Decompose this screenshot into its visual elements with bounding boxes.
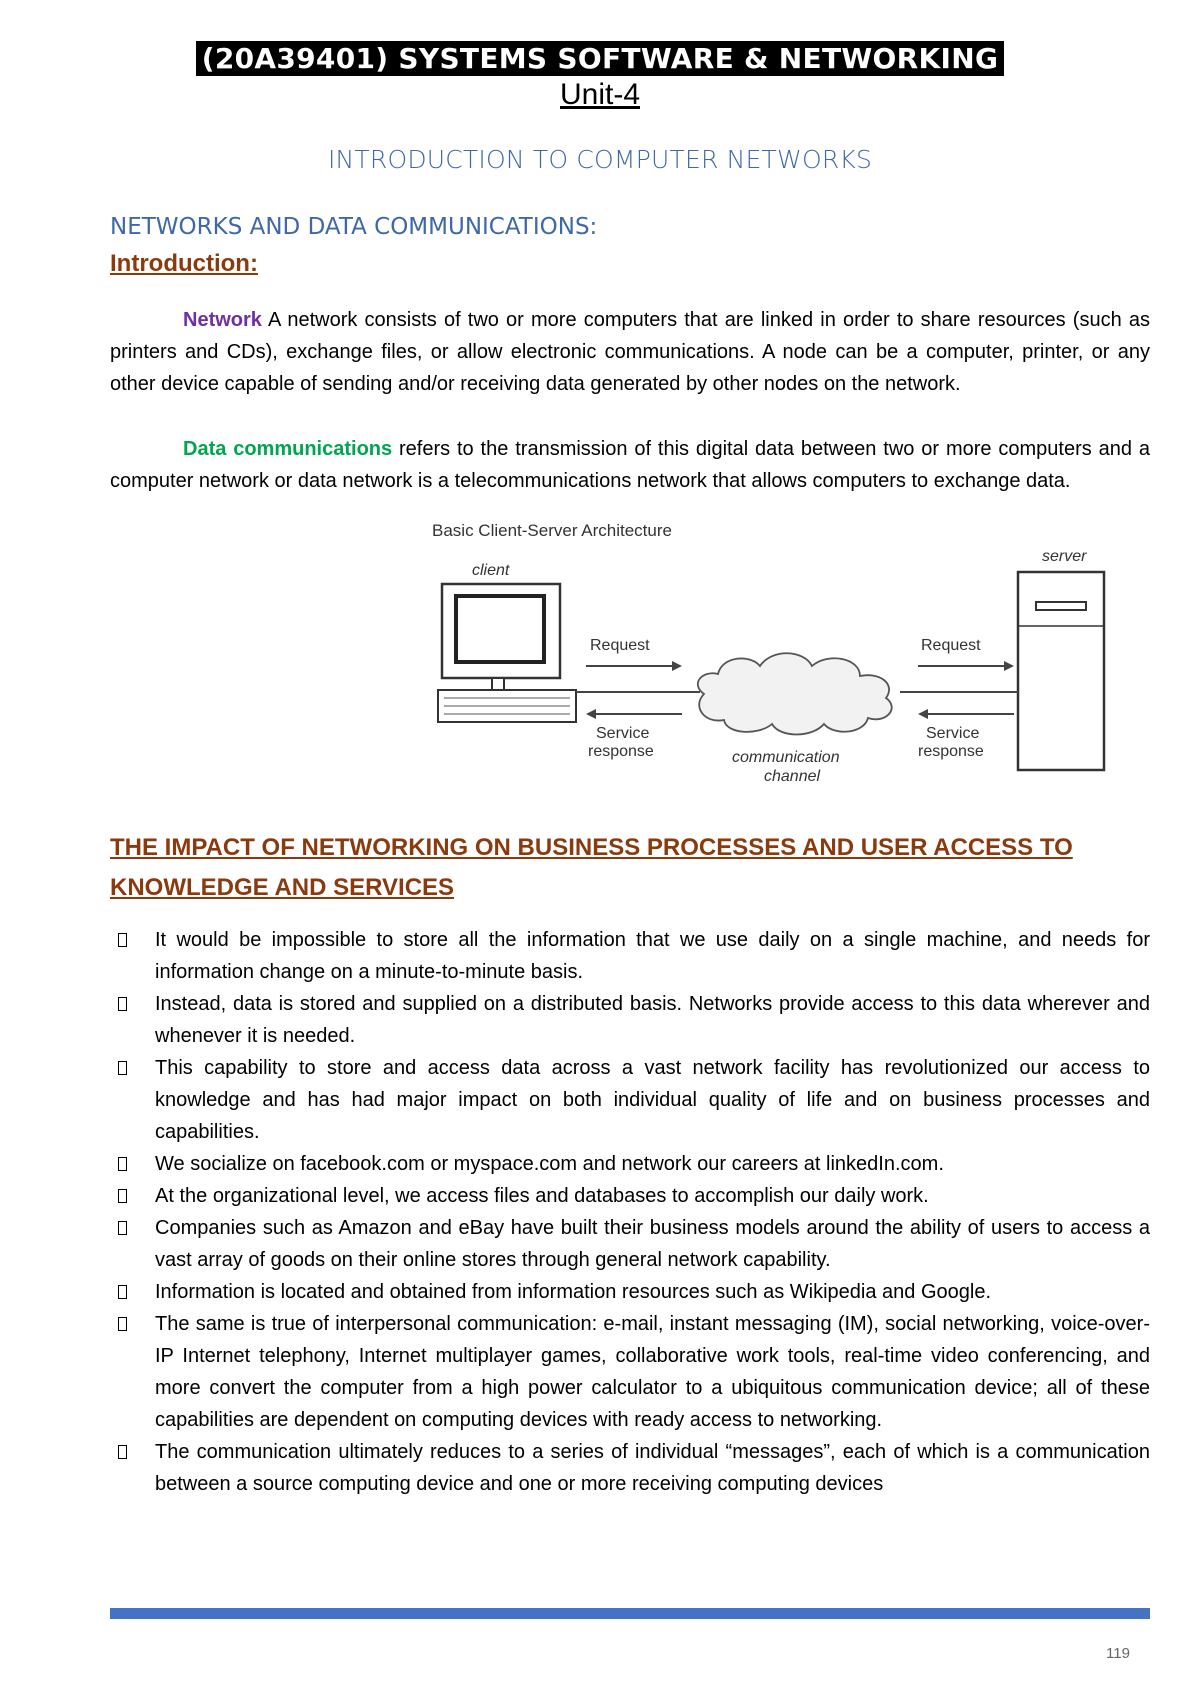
section-title: NETWORKS AND DATA COMMUNICATIONS: <box>110 214 598 240</box>
server-icon <box>1018 572 1104 770</box>
service-label-right: Service <box>926 725 980 742</box>
data-communications-text: refers to the transmission of this digital data between two or more computers and a computer network or data network is a telecommunications network that allows computers to exchange data. <box>110 438 1150 492</box>
bullet-box-icon <box>118 1317 127 1331</box>
client-label: client <box>472 562 510 579</box>
bullet-box-icon <box>118 997 127 1011</box>
bullet-box-icon <box>118 1285 127 1299</box>
bullet-item <box>118 924 1150 988</box>
network-term: Network <box>183 309 262 331</box>
bullet-text: Companies such as Amazon and eBay have built their business models around the ability of users to access a vast array of goods on their online stores through general network capability. <box>155 1217 1150 1271</box>
bullet-box-icon <box>118 1157 127 1171</box>
bullet-text: The communication ultimately reduces to a series of individual “messages”, each of which is a communication between a source computing device and one or more receiving computing devices <box>155 1441 1150 1495</box>
network-paragraph <box>110 304 1150 400</box>
bullet-item <box>118 1276 1150 1308</box>
response-label-right: response <box>918 743 984 760</box>
response-label-left: response <box>588 743 654 760</box>
data-communications-paragraph <box>110 433 1150 497</box>
bullet-box-icon <box>118 1061 127 1075</box>
course-title-text: (20A39401) SYSTEMS SOFTWARE & NETWORKING <box>196 41 1005 76</box>
bullet-item <box>118 1308 1150 1436</box>
channel-label-line2: channel <box>764 768 821 785</box>
bullet-item <box>118 1436 1150 1500</box>
bullet-box-icon <box>118 1221 127 1235</box>
unit-label: Unit-4 <box>559 78 641 111</box>
course-title <box>0 42 1200 75</box>
client-computer-icon <box>438 584 576 722</box>
request-label-left: Request <box>590 637 650 654</box>
network-cloud-icon <box>698 653 892 734</box>
page-number: 119 <box>1106 1645 1130 1662</box>
channel-label-line1: communication <box>732 749 840 766</box>
bullet-text: At the organizational level, we access files and databases to accomplish our daily work. <box>155 1185 929 1207</box>
intro-heading: Introduction: <box>110 250 258 277</box>
service-label-left: Service <box>596 725 650 742</box>
data-communications-term: Data communications <box>183 438 393 460</box>
bullet-text: The same is true of interpersonal communication: e-mail, instant messaging (IM), social networking, voice-over-IP Internet telephony, Internet multiplayer games, collaborative work tools, real-time video conferencing, and more convert the computer from a high power calculator to a ubiquitous communication device; all of these capabilities are dependent on computing devices with ready access to networking. <box>155 1313 1150 1431</box>
bullet-box-icon <box>118 1189 127 1203</box>
bullet-text: We socialize on facebook.com or myspace.com and network our careers at linkedIn.com. <box>155 1153 944 1175</box>
network-text: A network consists of two or more computers that are linked in order to share resources (such as printers and CDs), exchange files, or allow electronic communications. A node can be a computer, printer, or any other device capable of sending and/or receiving data generated by other nodes on the network. <box>110 309 1150 395</box>
request-label-right: Request <box>921 637 981 654</box>
bullet-item <box>118 1180 1150 1212</box>
bullet-item <box>118 1052 1150 1148</box>
impact-heading: THE IMPACT OF NETWORKING ON BUSINESS PROCESSES AND USER ACCESS TO KNOWLEDGE AND SERVICES <box>110 834 1073 901</box>
bullet-item <box>118 1148 1150 1180</box>
bullet-text: Instead, data is stored and supplied on a distributed basis. Networks provide access to this data wherever and whenever it is needed. <box>155 993 1150 1047</box>
bullet-item <box>118 1212 1150 1276</box>
bullet-box-icon <box>118 1445 127 1459</box>
server-label: server <box>1042 548 1087 565</box>
client-server-diagram <box>420 516 1110 796</box>
bullet-text: This capability to store and access data across a vast network facility has revolutionized our access to knowledge and has had major impact on both individual quality of life and on business processes and capabilities. <box>155 1057 1150 1143</box>
bullet-text: It would be impossible to store all the information that we use daily on a single machine, and needs for information change on a minute-to-minute basis. <box>155 929 1150 983</box>
diagram-title: Basic Client-Server Architecture <box>432 521 672 540</box>
bullet-text: Information is located and obtained from information resources such as Wikipedia and Google. <box>155 1281 992 1303</box>
footer-bar <box>110 1608 1150 1619</box>
bullet-box-icon <box>118 933 127 947</box>
chapter-title: INTRODUCTION TO COMPUTER NETWORKS <box>327 145 873 174</box>
impact-bullet-list <box>118 924 1150 1500</box>
bullet-item <box>118 988 1150 1052</box>
